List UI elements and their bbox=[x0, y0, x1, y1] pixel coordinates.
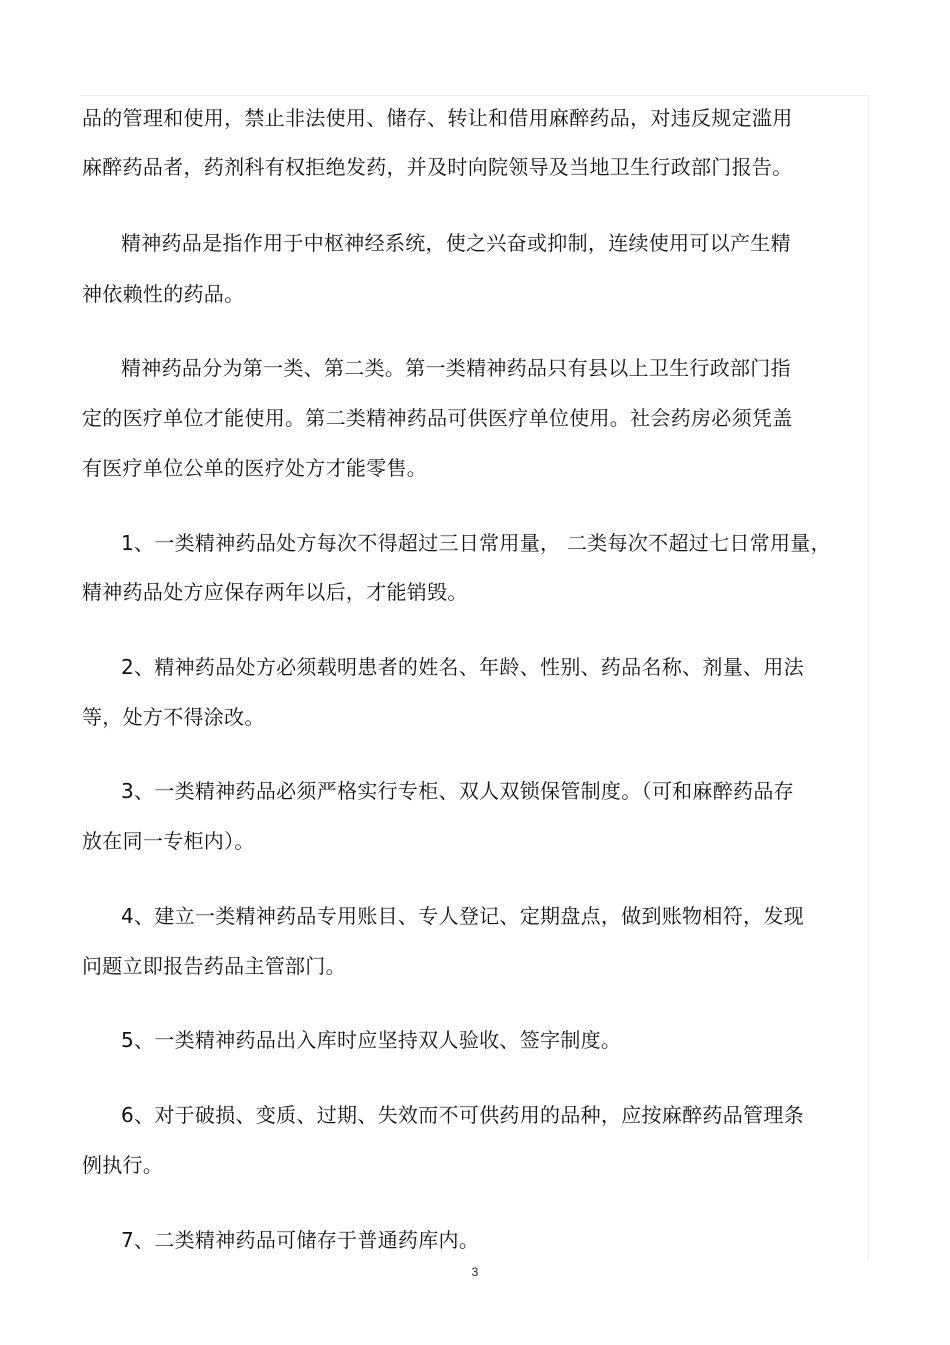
text-line: 精神药品处方应保存两年以后，才能销毁。 bbox=[82, 580, 468, 604]
text-line: 有医疗单位公单的医疗处方才能零售。 bbox=[82, 456, 428, 480]
text-line: 精神药品是指作用于中枢神经系统，使之兴奋或抑制，连续使用可以产生精 bbox=[121, 231, 791, 255]
text-line: 3、一类精神药品必须严格实行专柜、双人双锁保管制度。（可和麻醉药品存 bbox=[121, 779, 794, 803]
text-line: 6、对于破损、变质、过期、失效而不可供药用的品种，应按麻醉药品管理条 bbox=[121, 1103, 804, 1127]
text-line: 麻醉药品者，药剂科有权拒绝发药，并及时向院领导及当地卫生行政部门报告。 bbox=[82, 155, 793, 179]
text-line: 品的管理和使用，禁止非法使用、储存、转让和借用麻醉药品，对违反规定滥用 bbox=[82, 106, 793, 130]
text-line: 等，处方不得涂改。 bbox=[82, 705, 265, 729]
text-line: 精神药品分为第一类、第二类。第一类精神药品只有县以上卫生行政部门指 bbox=[121, 356, 791, 380]
text-line: 问题立即报告药品主管部门。 bbox=[82, 954, 346, 978]
page-border-top bbox=[80, 95, 868, 96]
text-line: 5、一类精神药品出入库时应坚持双人验收、签字制度。 bbox=[121, 1028, 622, 1052]
text-line: 4、建立一类精神药品专用账目、专人登记、定期盘点，做到账物相符，发现 bbox=[121, 904, 804, 928]
text-line: 神依赖性的药品。 bbox=[82, 282, 245, 306]
text-line: 放在同一专柜内）。 bbox=[82, 829, 255, 853]
page-number: 3 bbox=[471, 1265, 479, 1279]
text-line: 2、精神药品处方必须载明患者的姓名、年龄、性别、药品名称、剂量、用法 bbox=[121, 655, 804, 679]
page-border-right bbox=[868, 95, 869, 1260]
text-line: 定的医疗单位才能使用。第二类精神药品可供医疗单位使用。社会药房必须凭盖 bbox=[82, 406, 793, 430]
text-line: 例执行。 bbox=[82, 1153, 164, 1177]
text-line: 7、二类精神药品可储存于普通药库内。 bbox=[121, 1228, 480, 1252]
text-line: 1、一类精神药品处方每次不得超过三日常用量， 二类每次不超过七日常用量， bbox=[121, 531, 831, 555]
